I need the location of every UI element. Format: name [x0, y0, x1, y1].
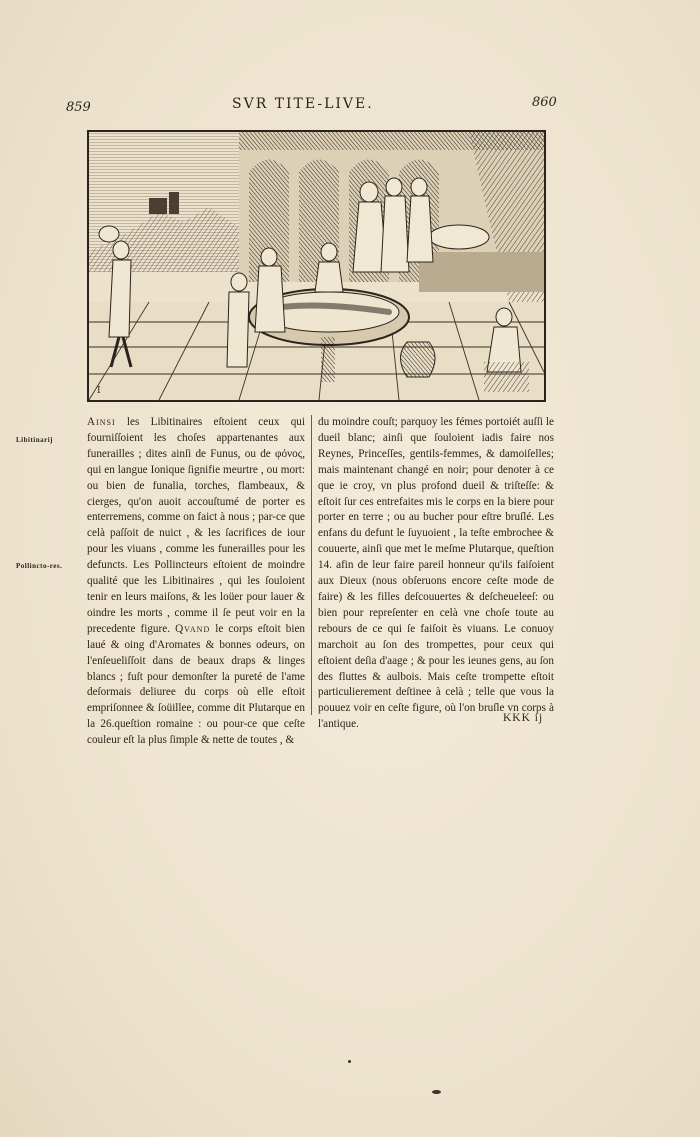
- running-head: SVR TITE-LIVE.: [232, 96, 374, 112]
- signature-mark: KKK ij: [503, 712, 544, 724]
- margin-note-libitinarii: Libitinarij: [16, 436, 54, 444]
- paragraph-libitinaires: [87, 415, 305, 749]
- folio-number-right: 860: [532, 95, 557, 110]
- paper-speck: [432, 1090, 441, 1094]
- text-column-left: [87, 415, 305, 749]
- plate-number: I: [97, 386, 101, 396]
- initial-word-quand: Qvand: [175, 622, 211, 635]
- body-text: les Libitinaires eſtoient ceux qui fourniſſoient les choſes appartenantes aux funerailles ; dites ainſi de Funus, ou de φόνος, qui en langue Ionique ſignifie meurtre , ou mort: ou bien de funalia, torches, flambeaux, & cierges, qu'on auoit accouſtumé de porter es enterremens, comme on faict à nous ; par-ce que celà paſſoit de nuict , & les ſacrifices de iour pour les viuans , comme les funerailles pour les defuncts. Les Pollincteurs eſtoient de moindre qualité que les Libitinaires , qui les ſouloient tenir en leurs maiſons, & les loüer pour lauer & oindre les morts , comme il ſe peut voir en la precedente figure.: [87, 416, 305, 635]
- paragraph-continuation: du moindre couſt; parquoy les fémes portoiét auſſi le dueil blanc; ainſi que ſouloient iadis faire nos Reynes, Princeſſes, gentils-femmes, & damoiſelles; mais maintenant changé en noir; pour denoter à ce que ie croy, vn plus profond dueil & triſteſſe: & eſtoit ſur ces entrefaites mis le corps en la biere pour porter en terre ; ou au bucher pour eſtre bruſlé. Les enfans du defunt le ſuyuoient , la teſte embrochee & couuerte, ainſi que met le meſme Plutarque, queſtion 14. afin de leur faire pareil honneur qu'ils faiſoient aux Dieux (nous obſeruons encore ceſte mode de faire) & les filles deſcouuertes & deſcheueleeſ: ou bien pour repreſenter en celà vne choſe toute au rebours de ce qui ſe faiſoit ès viuans. Le conuoy marchoit au ſon des trompettes, pour ceux qui eſtoient deſia d'aage ; & pour les ieunes gens, au ſon des fluttes & aulbois. Mais ceſte trompette eſtoit particulierement deſtinee à celà ; telle que vous la pouuez voir en ceſte figure, où l'on bruſle vn corps à l'antique.: [318, 416, 554, 731]
- paper-speck: [348, 1060, 351, 1063]
- woodcut-illustration: [87, 130, 546, 402]
- column-divider: [311, 415, 312, 715]
- initial-word: Ainsi: [87, 416, 116, 428]
- folio-number-left: 859: [66, 100, 91, 115]
- body-text-continued: le corps eſtoit bien laué & oing d'Aromates & bonnes odeurs, on l'enſeueliſſoit dans de beaux draps & linges blancs ; fuſt pour demonſter la pureté de l'ame deſormais deliuree du corps où elle eſtoit empriſonnee & ſoüillee, comme dit Plutarque en la 26.queſtion romaine : ou pour-ce que ceſte couleur eſt la plus ſimple & nette de toutes , &: [87, 622, 306, 747]
- woodcut-engraving: [89, 132, 544, 400]
- margin-note-pollinctores: Pollincto-res.: [16, 562, 63, 570]
- text-column-right: [318, 415, 554, 733]
